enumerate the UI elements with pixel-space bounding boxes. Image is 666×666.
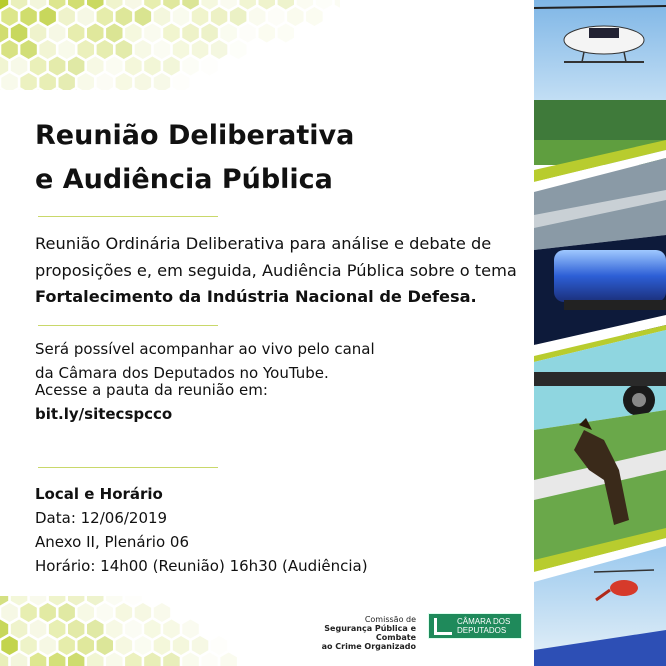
committee-name (288, 615, 416, 651)
committee-line-1: Comissão de (364, 615, 416, 624)
stream-line-2: da Câmara dos Deputados no YouTube. (35, 364, 329, 382)
divider-1 (38, 216, 218, 217)
schedule-heading: Local e Horário (35, 485, 163, 503)
intro-text: Reunião Ordinária Deliberativa para análise e debate de proposições e, em seguida, Audiência Pública sobre o tema (35, 234, 517, 280)
agenda-paragraph (35, 378, 505, 426)
logo-line-1: CÂMARA DOS (457, 617, 511, 626)
divider-3 (38, 467, 218, 468)
intro-paragraph (35, 231, 535, 311)
hexagon-pattern-top (0, 0, 340, 90)
intro-topic: Fortalecimento da Indústria Nacional de Defesa. (35, 287, 477, 306)
camara-logo-icon (428, 613, 522, 639)
agenda-label: Acesse a pauta da reunião em: (35, 381, 268, 399)
title-line-1: Reunião Deliberativa (35, 120, 355, 151)
page-title (35, 114, 515, 202)
committee-line-2: Segurança Pública e Combate (324, 624, 416, 642)
hexagon-pattern-bottom (0, 596, 240, 666)
schedule-time: Horário: 14h00 (Reunião) 16h30 (Audiência) (35, 557, 368, 575)
siren-icon (554, 250, 666, 302)
divider-2 (38, 325, 218, 326)
title-line-2: e Audiência Pública (35, 164, 333, 195)
logo-line-2: DEPUTADOS (457, 626, 507, 635)
agenda-link[interactable]: bit.ly/sitecspcco (35, 405, 173, 423)
stream-line-1: Será possível acompanhar ao vivo pelo canal (35, 340, 375, 358)
schedule-place: Anexo II, Plenário 06 (35, 533, 189, 551)
police-collage-icon (534, 0, 666, 666)
schedule-date: Data: 12/06/2019 (35, 509, 168, 527)
committee-line-3: ao Crime Organizado (321, 642, 416, 651)
schedule-block (35, 482, 515, 578)
